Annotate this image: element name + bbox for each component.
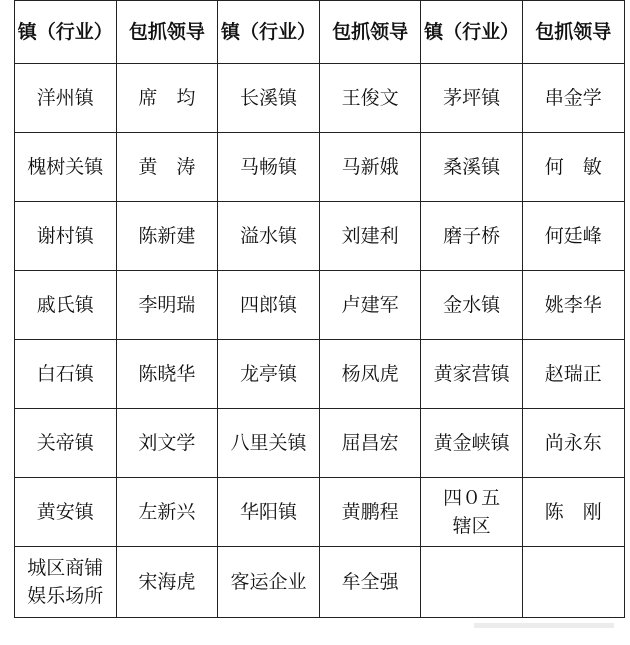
leader-cell: 黄鹏程 [319,478,421,547]
town-cell: 洋州镇 [15,64,117,133]
town-cell: 金水镇 [421,271,523,340]
town-cell: 四郎镇 [218,271,320,340]
town-cell: 谢村镇 [15,202,117,271]
leader-cell: 黄 涛 [116,133,218,202]
town-cell: 马畅镇 [218,133,320,202]
town-cell: 长溪镇 [218,64,320,133]
leader-cell: 刘文学 [116,409,218,478]
leader-cell: 串金学 [522,64,624,133]
header-leader-2: 包抓领导 [319,1,421,64]
leader-cell: 赵瑞正 [522,340,624,409]
town-cell: 城区商铺 娱乐场所 [15,547,117,618]
leader-cell: 左新兴 [116,478,218,547]
header-town-2: 镇（行业） [218,1,320,64]
leader-cell: 牟全强 [319,547,421,618]
leader-cell: 陈 刚 [522,478,624,547]
leader-cell: 何 敏 [522,133,624,202]
empty-cell [421,547,523,618]
leader-cell: 杨凤虎 [319,340,421,409]
leader-cell: 宋海虎 [116,547,218,618]
town-cell: 华阳镇 [218,478,320,547]
leader-cell: 李明瑞 [116,271,218,340]
leader-cell: 刘建利 [319,202,421,271]
table-row [15,202,625,271]
header-town-3: 镇（行业） [421,1,523,64]
leader-cell: 陈晓华 [116,340,218,409]
header-town-1: 镇（行业） [15,1,117,64]
header-leader-3: 包抓领导 [522,1,624,64]
town-cell: 溢水镇 [218,202,320,271]
leader-cell: 王俊文 [319,64,421,133]
town-cell: 白石镇 [15,340,117,409]
header-leader-1: 包抓领导 [116,1,218,64]
town-cell: 客运企业 [218,547,320,618]
faint-watermark [474,619,614,631]
town-cell: 黄金峡镇 [421,409,523,478]
leader-cell: 陈新建 [116,202,218,271]
leader-cell: 姚李华 [522,271,624,340]
leader-cell: 屈昌宏 [319,409,421,478]
town-cell: 黄家营镇 [421,340,523,409]
town-cell: 八里关镇 [218,409,320,478]
leader-cell: 席 均 [116,64,218,133]
town-cell: 关帝镇 [15,409,117,478]
table-row [15,271,625,340]
table-row [15,64,625,133]
empty-cell [522,547,624,618]
table-row [15,478,625,547]
town-cell: 磨子桥 [421,202,523,271]
leader-cell: 马新娥 [319,133,421,202]
town-cell: 茅坪镇 [421,64,523,133]
town-cell: 黄安镇 [15,478,117,547]
town-cell: 槐树关镇 [15,133,117,202]
leader-assignment-table [14,0,625,618]
town-cell: 戚氏镇 [15,271,117,340]
leader-cell: 尚永东 [522,409,624,478]
header-row [15,1,625,64]
table-row [15,409,625,478]
table-row [15,340,625,409]
town-cell: 桑溪镇 [421,133,523,202]
town-cell: 龙亭镇 [218,340,320,409]
town-cell: 四０五 辖区 [421,478,523,547]
table-row [15,547,625,618]
table-row [15,133,625,202]
leader-cell: 何廷峰 [522,202,624,271]
leader-cell: 卢建军 [319,271,421,340]
